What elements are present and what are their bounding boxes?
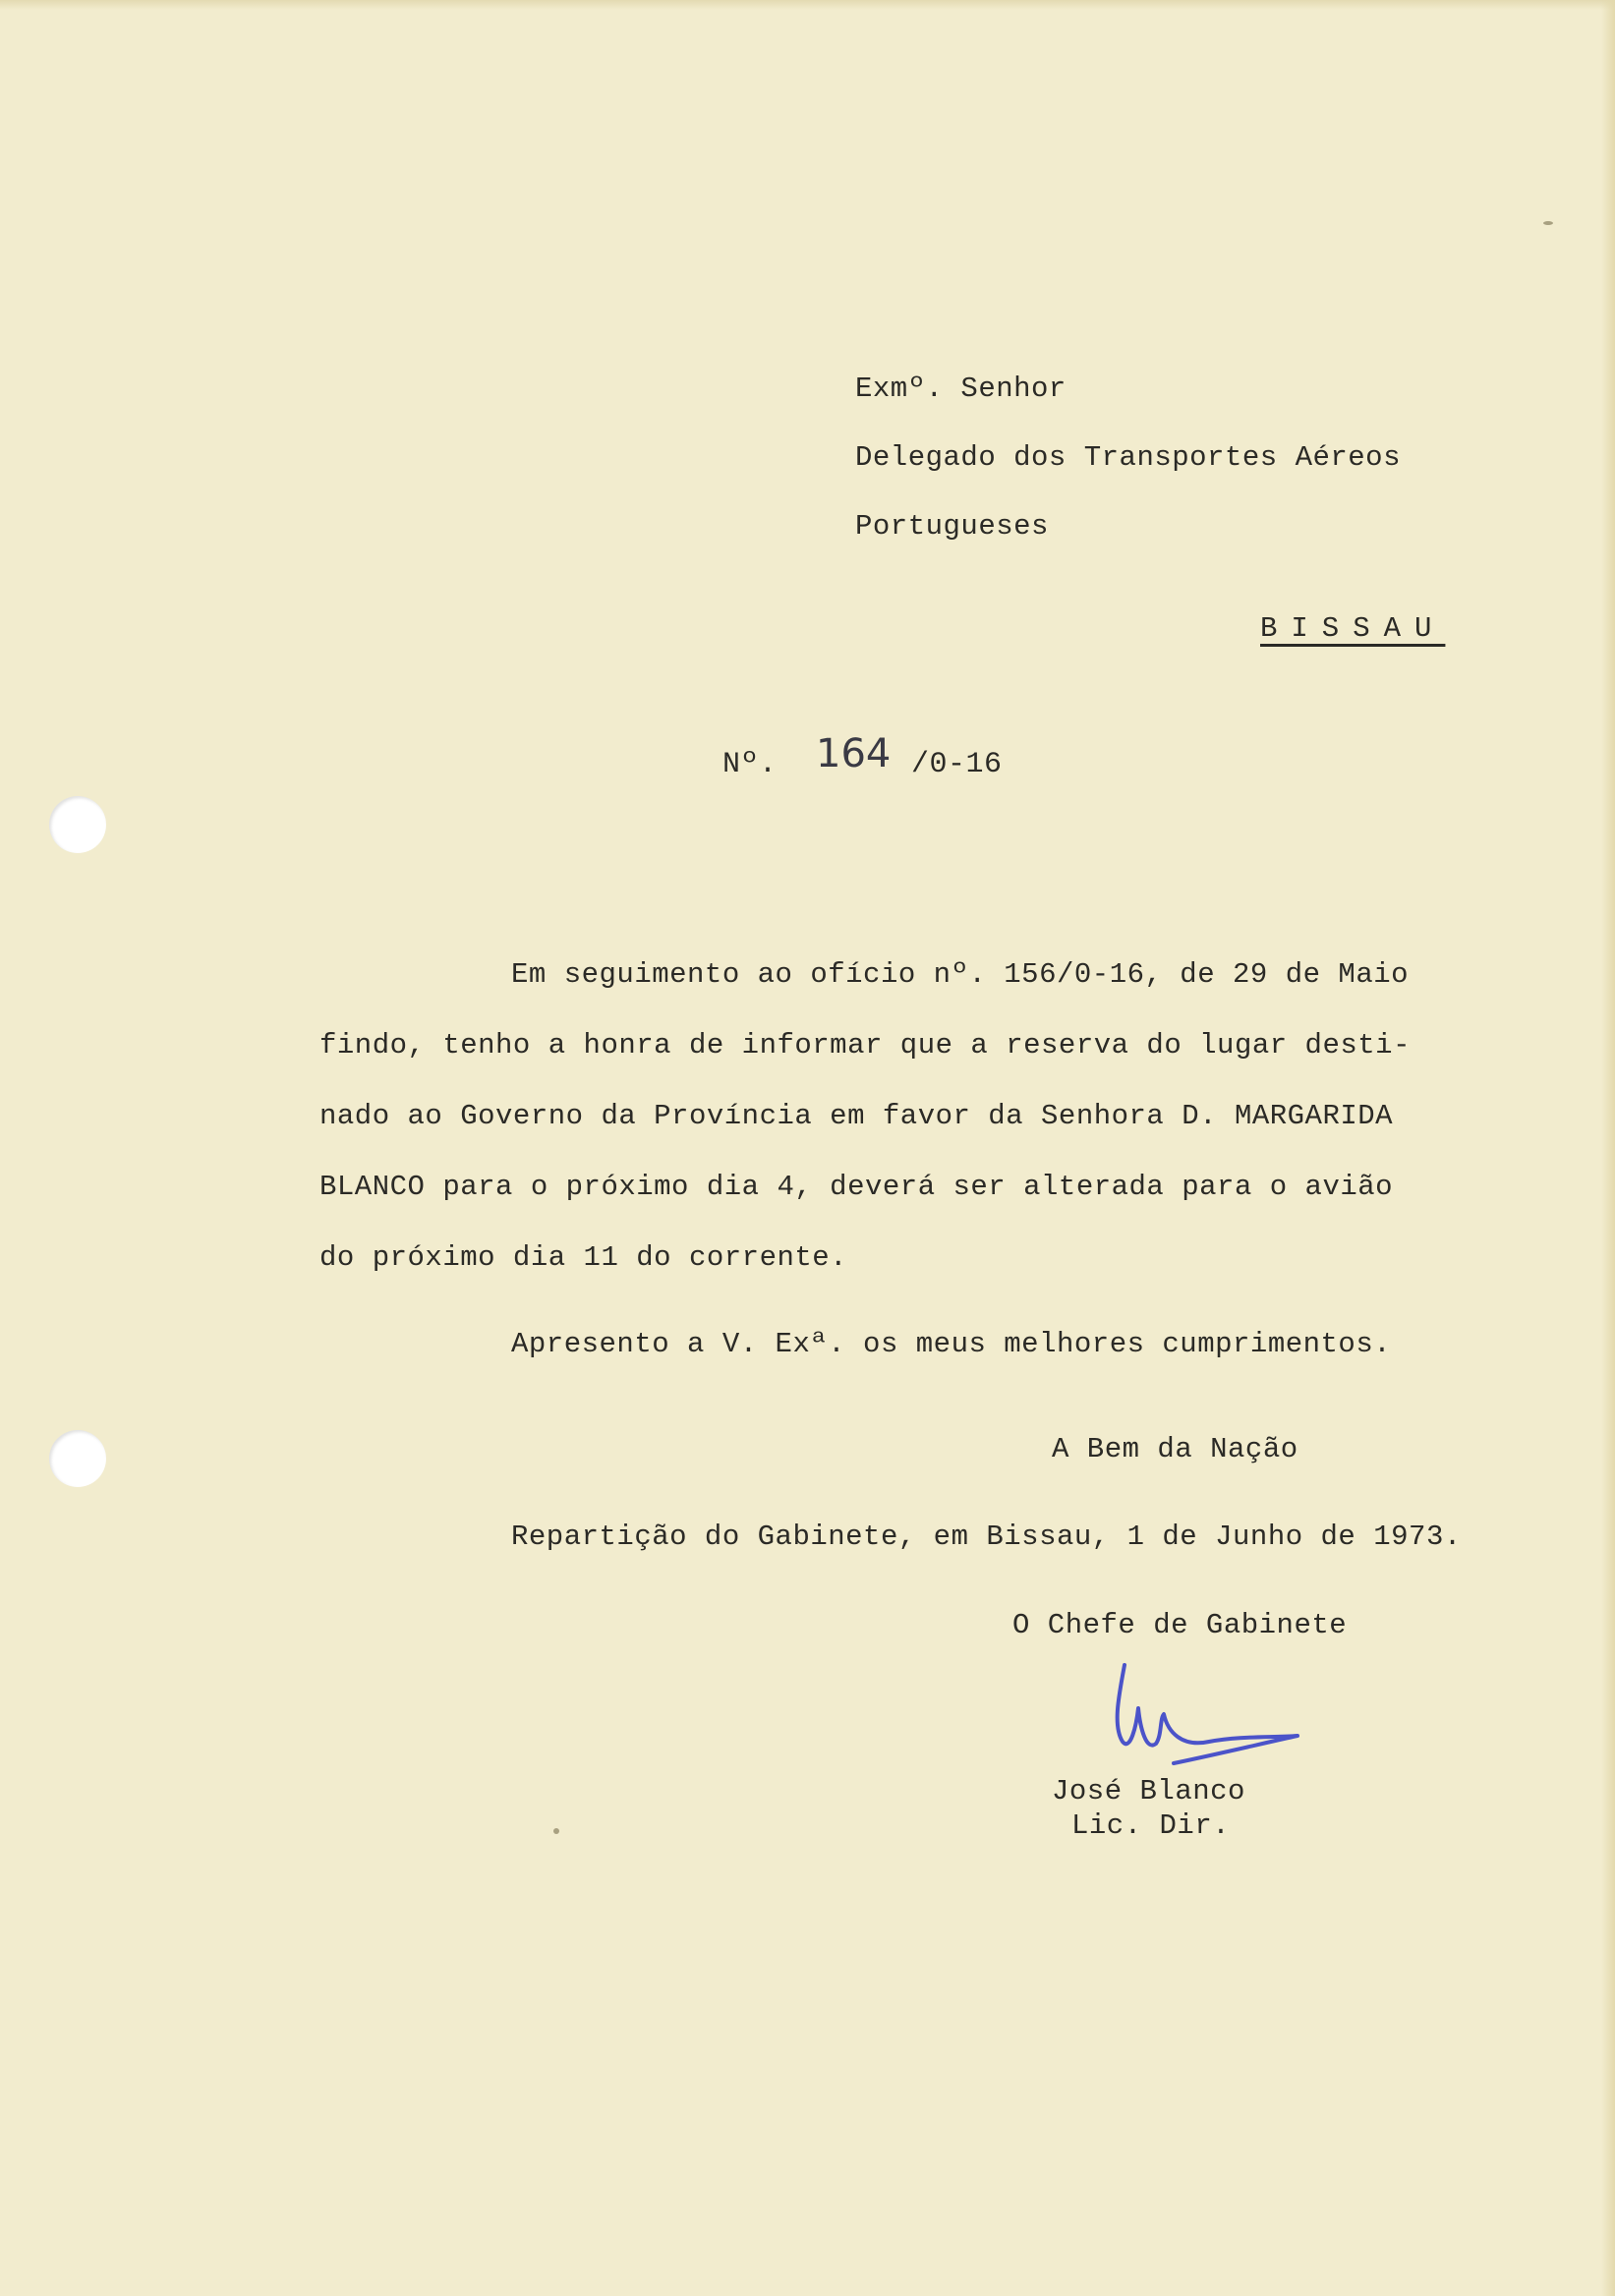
handwritten-reference-number: 164 bbox=[816, 731, 892, 776]
closing-motto: A Bem da Nação bbox=[1052, 1433, 1298, 1465]
paper-right-edge bbox=[1601, 0, 1615, 2296]
closing-greeting: Apresento a V. Exª. os meus melhores cumprimentos. bbox=[511, 1328, 1392, 1360]
paper-speck bbox=[1543, 221, 1553, 225]
signatory-credentials: Lic. Dir. bbox=[1071, 1809, 1231, 1842]
reference-suffix: /0-16 bbox=[911, 748, 1003, 781]
body-line-5: do próximo dia 11 do corrente. bbox=[319, 1241, 848, 1274]
place-and-date: Repartição do Gabinete, em Bissau, 1 de Junho de 1973. bbox=[511, 1521, 1462, 1553]
body-line-2: findo, tenho a honra de informar que a reserva do lugar desti- bbox=[319, 1029, 1411, 1062]
salutation-line: Exmº. Senhor bbox=[855, 373, 1067, 405]
body-line-4: BLANCO para o próximo dia 4, deverá ser alterada para o avião bbox=[319, 1171, 1394, 1203]
signatory-name: José Blanco bbox=[1052, 1775, 1245, 1808]
destination-city: BISSAU bbox=[1260, 612, 1446, 645]
reference-prefix: Nº. bbox=[722, 748, 778, 781]
body-line-1: Em seguimento ao ofício nº. 156/0-16, de 29 de Maio bbox=[511, 958, 1410, 991]
addressee-title-line-1: Delegado dos Transportes Aéreos bbox=[855, 441, 1401, 474]
punch-hole-top bbox=[49, 796, 106, 853]
addressee-title-line-2: Portugueses bbox=[855, 510, 1049, 543]
punch-hole-bottom bbox=[49, 1430, 106, 1487]
paper-speck bbox=[553, 1828, 559, 1834]
paper-top-edge bbox=[0, 0, 1615, 10]
signatory-role: O Chefe de Gabinete bbox=[1012, 1609, 1348, 1641]
body-line-3: nado ao Governo da Província em favor da Senhora D. MARGARIDA bbox=[319, 1100, 1394, 1132]
